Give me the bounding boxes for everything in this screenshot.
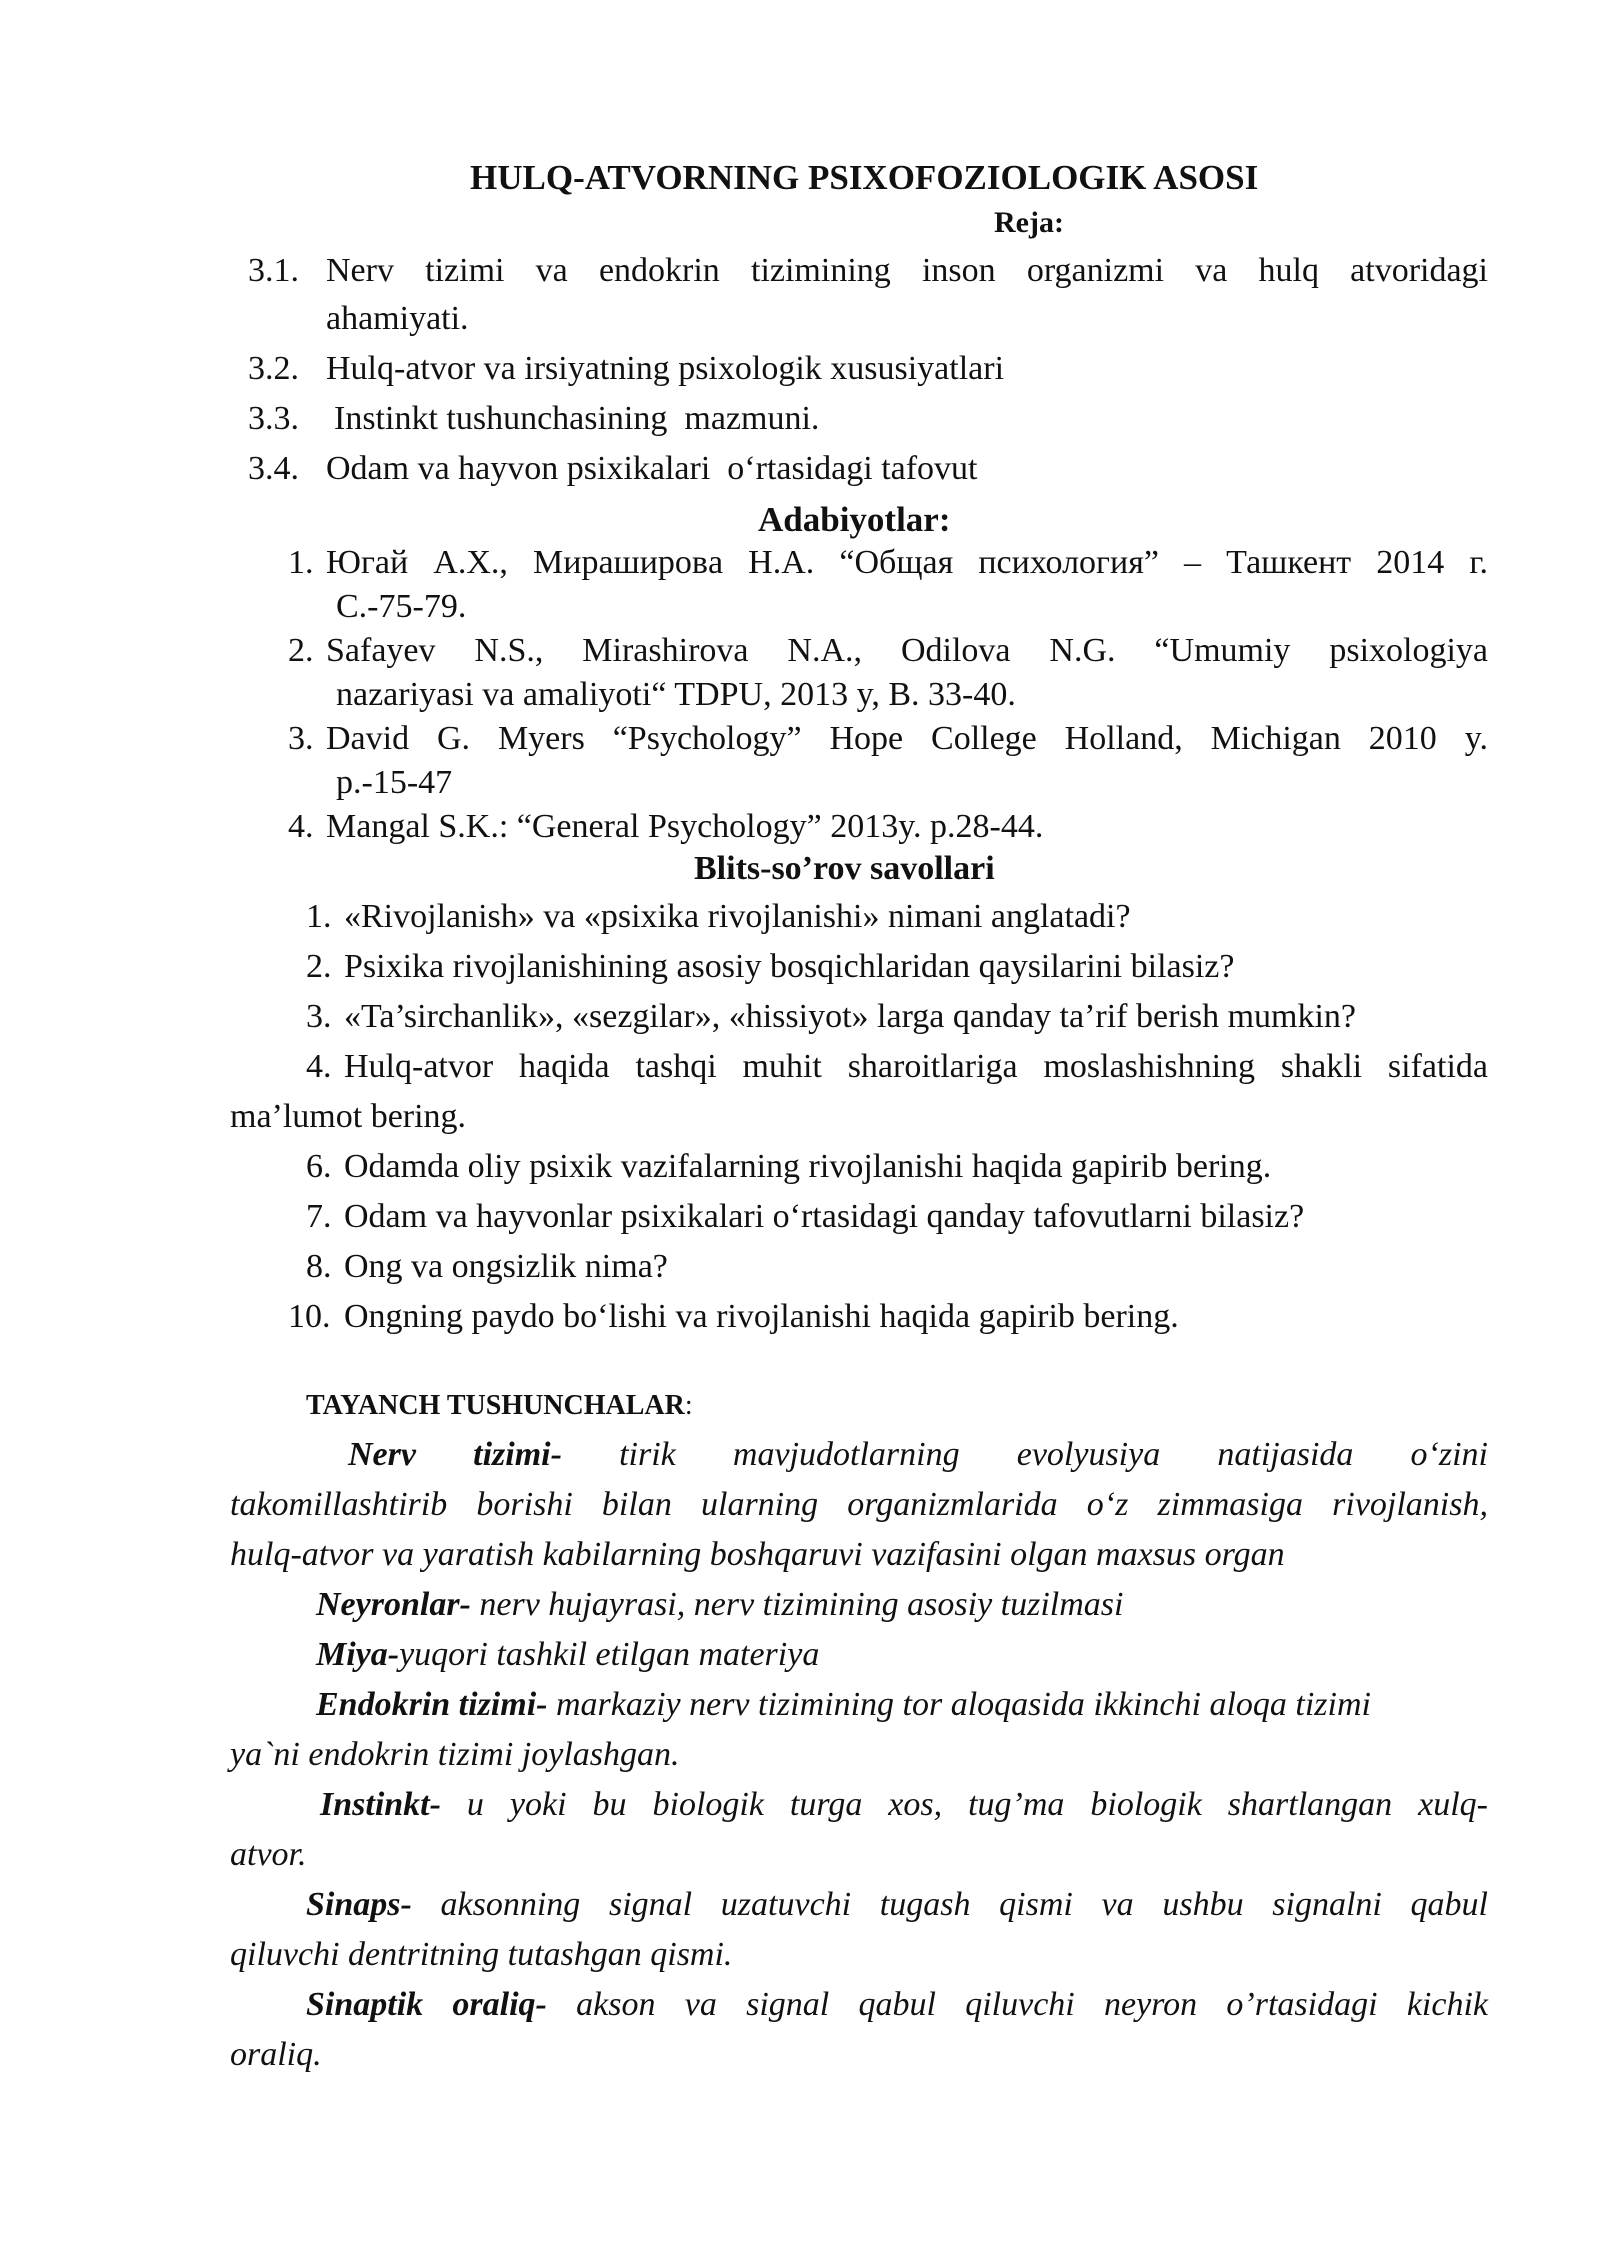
concept-definition: akson va signal qabul qiluvchi neyron o’rtasidagi kichik — [546, 1986, 1488, 2023]
literature-item-num: 1. — [288, 544, 314, 581]
blitz-item-text: Odamda oliy psixik vazifalarning rivojlanishi haqida gapirib bering. — [344, 1148, 1272, 1185]
concept-term: Miya- — [316, 1636, 400, 1673]
plan-item-num: 3.4. — [248, 450, 299, 487]
concept-definition: takomillashtirib borishi bilan ularning organizmlarida o‘z zimmasiga rivojlanish, — [230, 1486, 1488, 1523]
blitz-heading: Blits-so’rov savollari — [694, 850, 995, 887]
literature-item-text: Mangal S.K.: “General Psychology” 2013y. p.28-44. — [326, 808, 1044, 845]
concepts-heading — [306, 1392, 693, 1420]
blitz-item-num: 2. — [306, 948, 332, 985]
blitz-item-num: 7. — [306, 1198, 332, 1235]
blitz-item-text: «Ta’sirchanlik», «sezgilar», «hissiyot» larga qanday ta’rif berish mumkin? — [344, 998, 1357, 1035]
plan-item-num: 3.3. — [248, 400, 299, 437]
blitz-item-num: 1. — [306, 898, 332, 935]
concept-line — [306, 1888, 1488, 1922]
blitz-item-num: 8. — [306, 1248, 332, 1285]
literature-item-num: 2. — [288, 632, 314, 669]
blitz-item-text: Odam va hayvonlar psixikalari o‘rtasidagi qanday tafovutlarni bilasiz? — [344, 1198, 1305, 1235]
literature-item-text: Safayev N.S., Mirashirova N.A., Odilova N.G. “Umumiy psixologiya — [326, 632, 1488, 669]
concept-definition: hulq-atvor va yaratish kabilarning boshqaruvi vazifasini olgan maxsus organ — [230, 1536, 1285, 1573]
plan-item-text: Instinkt tushunchasining mazmuni. — [334, 400, 820, 437]
concept-definition: yuqori tashkil etilgan materiya — [399, 1636, 820, 1673]
literature-item-num: 4. — [288, 808, 314, 845]
blitz-item-num: 6. — [306, 1148, 332, 1185]
literature-heading: Adabiyotlar: — [758, 500, 951, 539]
literature-item-num: 3. — [288, 720, 314, 757]
literature-item-text: С.-75-79. — [336, 588, 467, 625]
plan-item-num: 3.2. — [248, 350, 299, 387]
concepts-heading-text: TAYANCH TUSHUNCHALAR — [306, 1390, 685, 1421]
concept-definition: tirik mavjudotlarning evolyusiya natijasida o‘zini — [619, 1436, 1489, 1473]
concept-definition: oraliq. — [230, 2036, 322, 2073]
concept-line — [316, 1588, 1123, 1622]
plan-item-num: 3.1. — [248, 252, 299, 289]
concepts-heading-colon: : — [684, 1390, 693, 1421]
blitz-item-num: 4. — [306, 1048, 332, 1085]
concept-definition: u yoki bu biologik turga xos, tug’ma biologik shartlangan xulq- — [440, 1786, 1488, 1823]
concept-term: Instinkt- — [320, 1786, 441, 1823]
concept-term: Neyronlar- — [316, 1586, 471, 1623]
blitz-item-text: ma’lumot bering. — [230, 1098, 467, 1135]
concept-definition: ya`ni endokrin tizimi joylashgan. — [230, 1736, 680, 1773]
concept-line — [316, 1688, 1371, 1722]
concept-definition: qiluvchi dentritning tutashgan qismi. — [230, 1936, 733, 1973]
concept-definition: atvor. — [230, 1836, 307, 1873]
concept-definition: aksonning signal uzatuvchi tugash qismi va ushbu signalni qabul — [411, 1886, 1488, 1923]
blitz-item-text: «Rivojlanish» va «psixika rivojlanishi» nimani anglatadi? — [344, 898, 1131, 935]
concept-line — [316, 1638, 819, 1672]
literature-item-text: David G. Myers “Psychology” Hope College Holland, Michigan 2010 y. — [326, 720, 1488, 757]
concept-term: Nerv tizimi- — [348, 1436, 562, 1473]
literature-item-text: nazariyasi va amaliyoti“ TDPU, 2013 y, B. 33-40. — [336, 676, 1016, 713]
blitz-item-num: 3. — [306, 998, 332, 1035]
literature-item-text: Югай А.Х., Мирашировa Н.А. “Общая психология” – Ташкент 2014 г. — [326, 544, 1488, 581]
plan-item-text: ahamiyati. — [326, 300, 469, 337]
concept-line — [306, 1988, 1488, 2022]
literature-item-text: p.-15-47 — [336, 764, 453, 801]
concept-definition: markaziy nerv tizimining tor aloqasida ikkinchi aloqa tizimi — [547, 1686, 1371, 1723]
blitz-item-text: Psixika rivojlanishining asosiy bosqichlaridan qaysilarini bilasiz? — [344, 948, 1235, 985]
concept-term: Sinaptik oraliq- — [306, 1986, 547, 2023]
plan-heading: Reja: — [994, 206, 1064, 239]
plan-item-text: Hulq-atvor va irsiyatning psixologik xususiyatlari — [326, 350, 1005, 387]
plan-item-text: Nerv tizimi va endokrin tizimining inson organizmi va hulq atvoridagi — [326, 252, 1488, 289]
blitz-item-text: Hulq-atvor haqida tashqi muhit sharoitlariga moslashishning shakli sifatida — [344, 1048, 1488, 1085]
blitz-item-num: 10. — [288, 1298, 331, 1335]
concept-term: Endokrin tizimi- — [316, 1686, 548, 1723]
concept-line — [320, 1788, 1488, 1822]
concept-line — [348, 1438, 1488, 1472]
concept-definition: nerv hujayrasi, nerv tizimining asosiy tuzilmasi — [470, 1586, 1124, 1623]
blitz-item-text: Ongning paydo bo‘lishi va rivojlanishi haqida gapirib bering. — [344, 1298, 1179, 1335]
blitz-item-text: Ong va ongsizlik nima? — [344, 1248, 668, 1285]
plan-item-text: Odam va hayvon psixikalari o‘rtasidagi tafovut — [326, 450, 978, 487]
concept-term: Sinaps- — [306, 1886, 412, 1923]
document-title: HULQ-ATVORNING PSIXOFOZIOLOGIK ASOSI — [470, 158, 1259, 197]
